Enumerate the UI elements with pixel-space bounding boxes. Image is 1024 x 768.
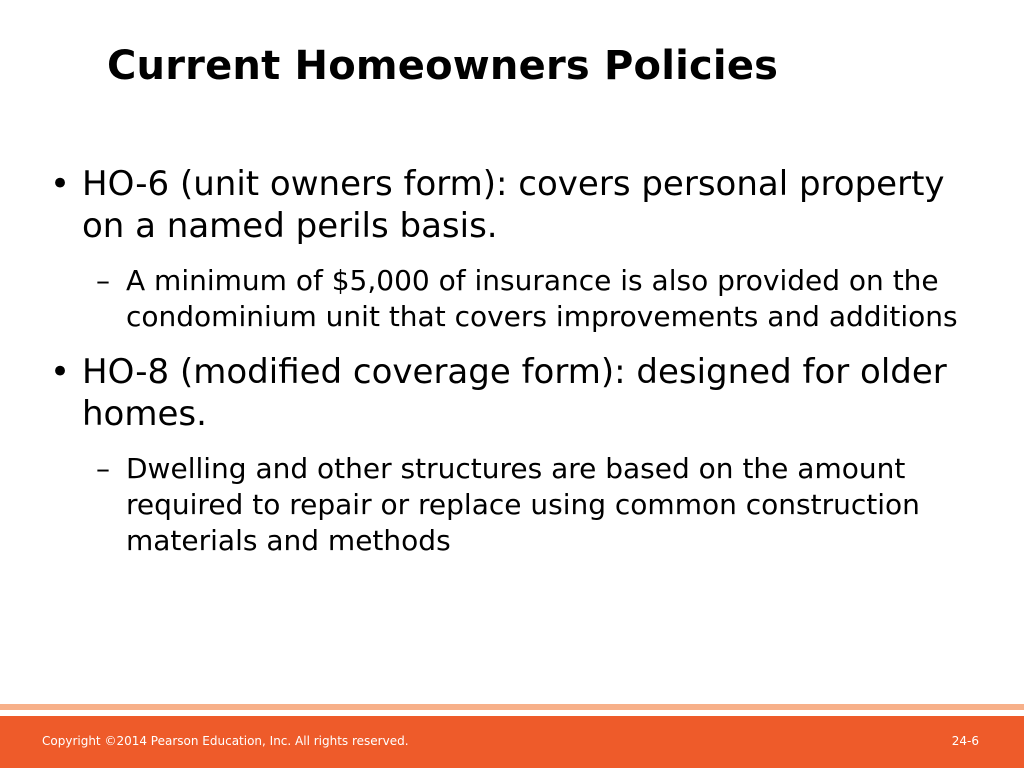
bullet-text: HO-8 (modified coverage form): designed for older homes. (82, 352, 947, 434)
sub-bullet-text: Dwelling and other structures are based on the amount required to repair or replace using common construction materials and methods (126, 452, 920, 557)
sub-bullet-marker: – (96, 452, 110, 485)
slide-body (46, 163, 986, 575)
sub-bullet-item-ho6 (46, 263, 986, 335)
footer-bar (0, 716, 1024, 768)
footer-accent-line (0, 704, 1024, 710)
bullet-marker: • (50, 164, 71, 204)
bullet-marker: • (50, 352, 71, 392)
slide-title: Current Homeowners Policies (107, 43, 779, 89)
sub-bullet-item-ho8 (46, 451, 986, 559)
page-number: 24-6 (951, 734, 979, 748)
bullet-text: HO-6 (unit owners form): covers personal property on a named perils basis. (82, 164, 945, 246)
bullet-item-ho8 (46, 351, 986, 435)
sub-bullet-text: A minimum of $5,000 of insurance is also provided on the condominium unit that covers improvements and additions (126, 264, 958, 333)
bullet-item-ho6 (46, 163, 986, 247)
copyright-text: Copyright ©2014 Pearson Education, Inc. All rights reserved. (42, 734, 409, 748)
sub-bullet-marker: – (96, 264, 110, 297)
